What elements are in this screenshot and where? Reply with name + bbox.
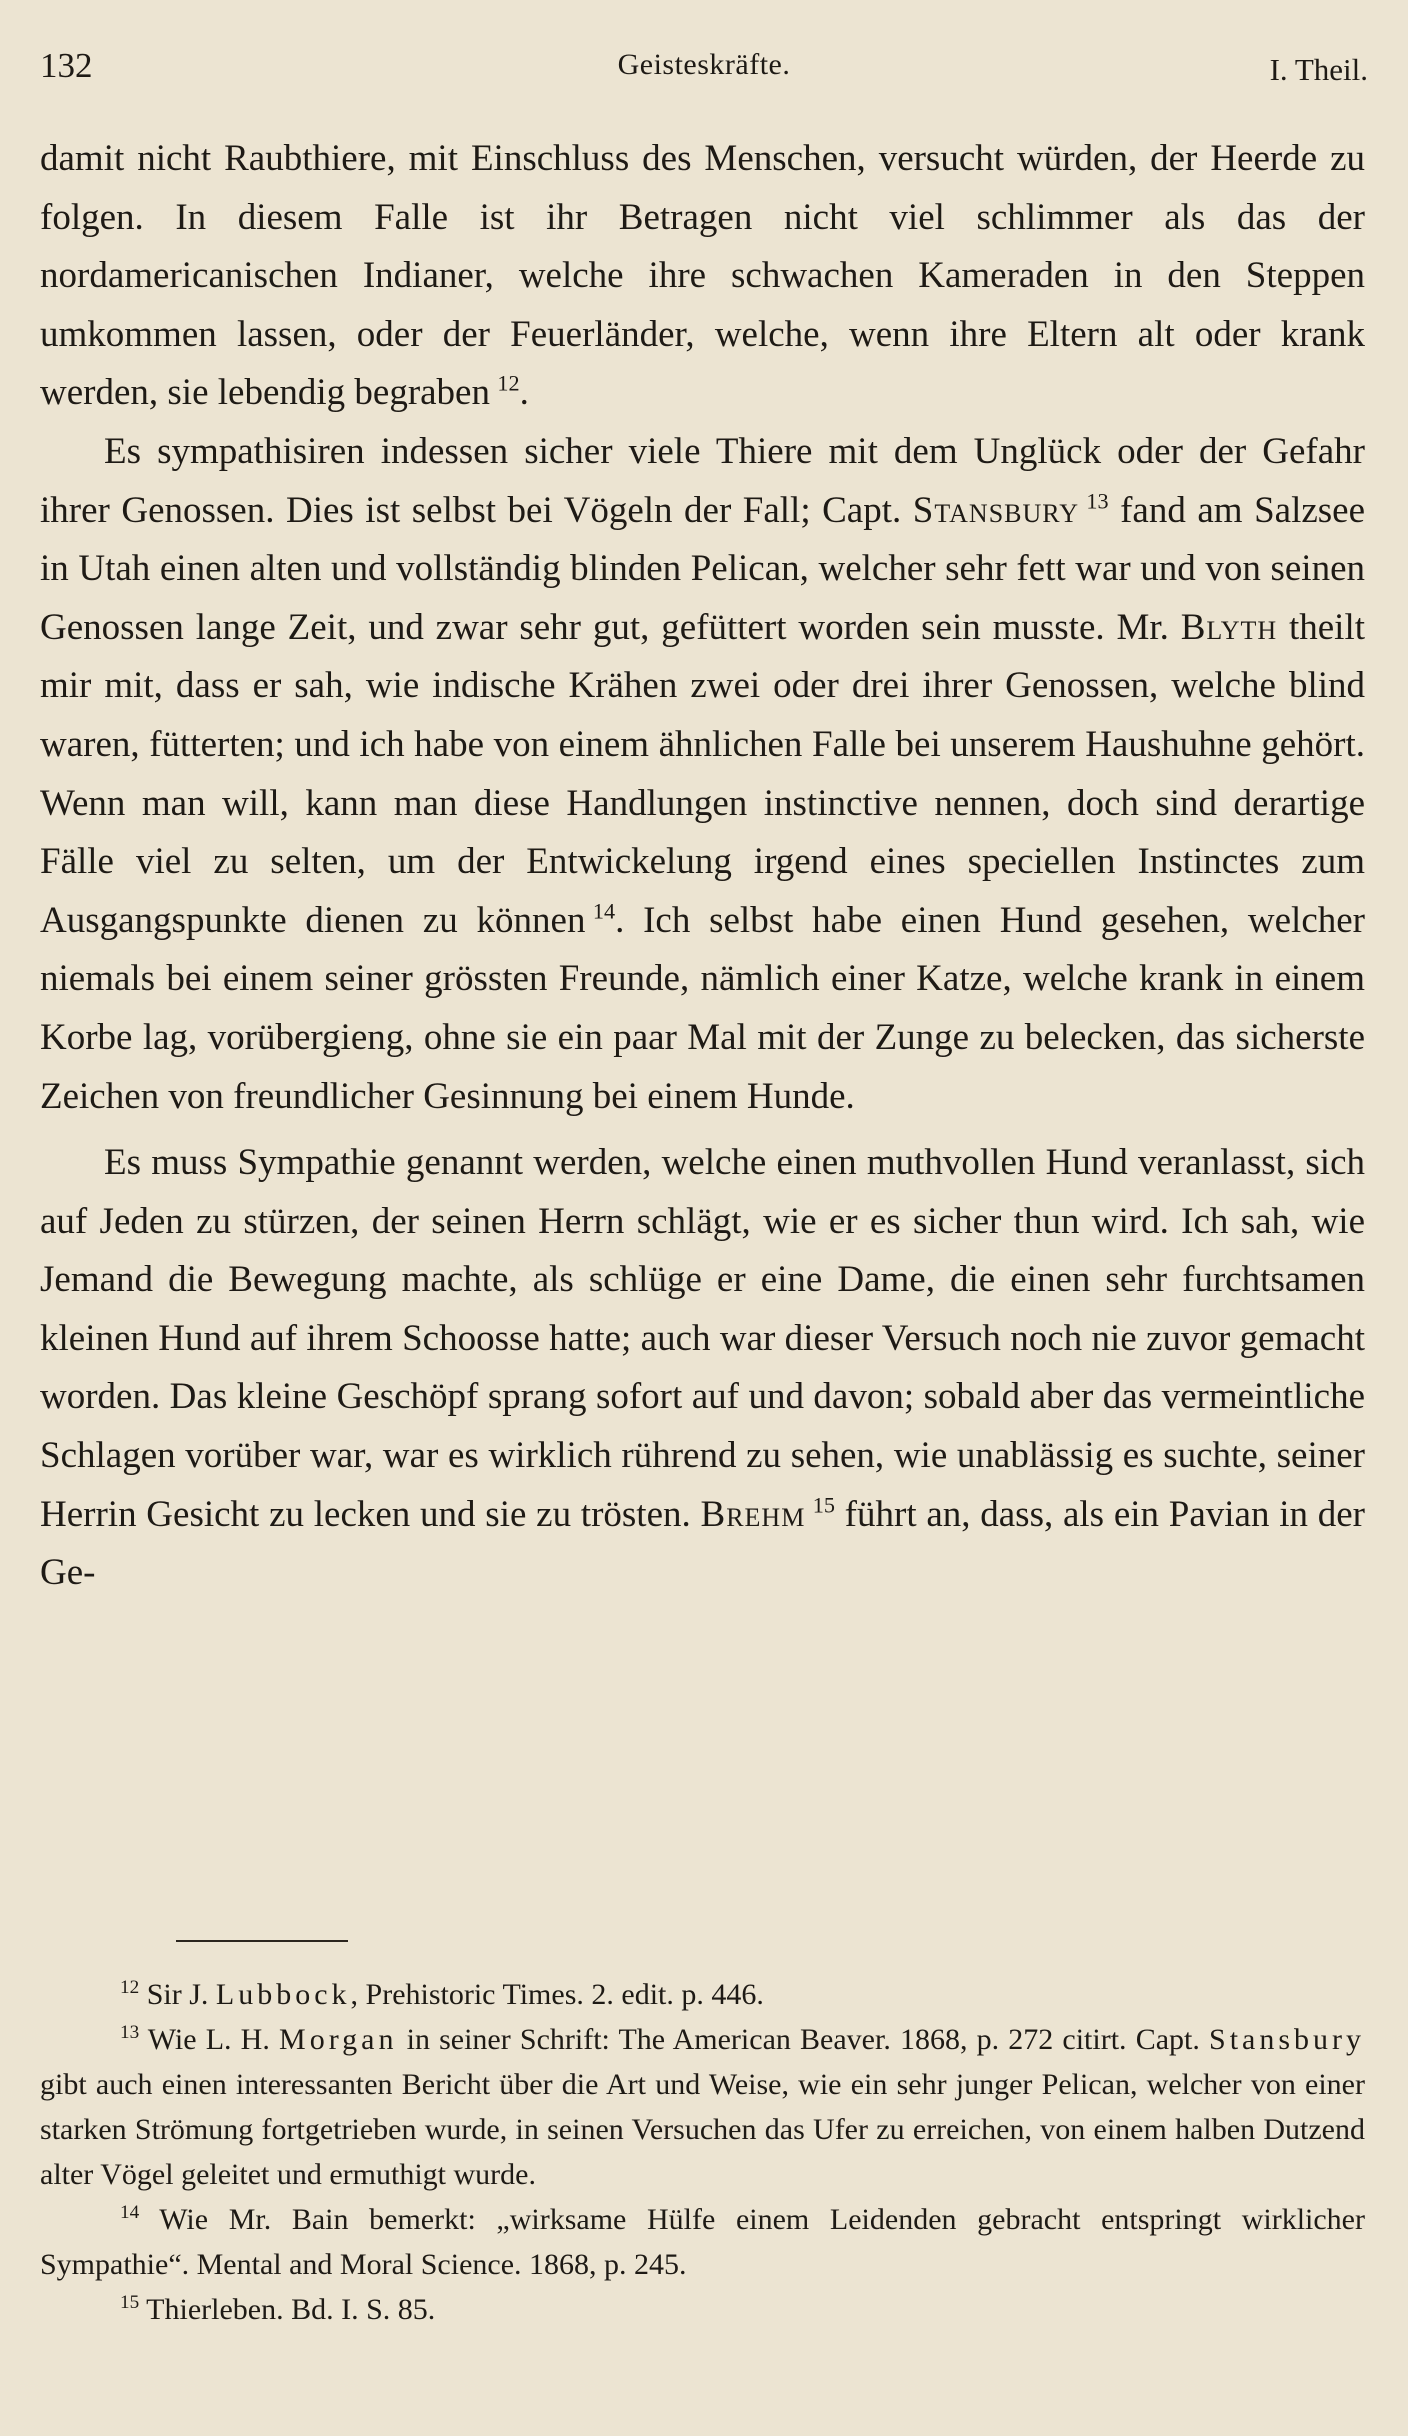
footnote-ref: 13 — [1086, 488, 1109, 514]
author-name: Stansbury — [912, 489, 1079, 531]
footnote-divider — [176, 1940, 348, 1942]
paragraph-text: Es muss Sympathie genannt werden, welche einen muthvollen Hund veranlasst, sich auf Jeden zu stürzen, der seinen Herrn schlägt, wie er es sicher thun wird. Ich sah, wie Jemand die Bewegung machte, als schlüge er eine Dame, die einen sehr furchtsamen kleinen Hund auf ihrem Schoosse hatte; auch war dieser Versuch noch nie zuvor gemacht worden. Das kleine Geschöpf sprang sofort auf und davon; sobald aber das vermeintliche Schlagen vorüber war, war es wirklich rührend zu sehen, wie unablässig es suchte, seiner Herrin Gesicht zu lecken und sie zu trösten. — [40, 1142, 1365, 1535]
footnote-number: 15 — [120, 2292, 140, 2313]
paragraph-end: . — [519, 372, 529, 414]
footnote-text: Wie L. H. — [147, 2023, 270, 2056]
paragraph-text: fand am Salzsee in Utah einen alten und vollständig blinden Pelican, welcher sehr fett war und von seinen Genossen lange Zeit, und zwar sehr gut, gefüttert worden sein musste. Mr. — [40, 489, 1366, 648]
footnote-ref: 12 — [497, 371, 520, 397]
spaced-name: Stansbury — [1209, 2023, 1366, 2056]
author-name: Blyth — [1180, 606, 1278, 648]
footnote-15 — [40, 2287, 1365, 2332]
footnote-14 — [40, 2197, 1365, 2287]
footnotes — [40, 1972, 1365, 2332]
footnote-number: 12 — [120, 1977, 140, 1998]
footnote-text: in seiner Schrift: The American Beaver. 1868, p. 272 citirt. Capt. — [406, 2023, 1200, 2056]
author-name: Brehm — [700, 1493, 806, 1535]
paragraph-2 — [40, 423, 1365, 1126]
page-number: 132 — [40, 46, 93, 85]
footnote-number: 13 — [120, 2022, 140, 2043]
footnote-12 — [40, 1972, 1365, 2017]
spaced-name: Lubbock — [215, 1978, 351, 2011]
footnote-text: gibt auch einen interessanten Bericht über die Art und Weise, wie ein sehr junger Pelican, welcher von einer starken Strömung fortgetrieben wurde, in seinen Versuchen das Ufer zu erreichen, von einem halben Dutzend alter Vögel geleitet und ermuthigt wurde. — [40, 2068, 1365, 2191]
paragraph-text: . Ich selbst habe einen Hund gesehen, welcher niemals bei einem seiner grössten Freunde, nämlich einer Katze, welche krank in einem Korbe lag, vorübergieng, ohne sie ein paar Mal mit der Zunge zu belecken, das sicherste Zeichen von freundlicher Gesinnung bei einem Hunde. — [40, 899, 1365, 1117]
footnote-text: Sir J. — [146, 1978, 209, 2011]
paragraph-text: führt an, dass, als ein Pavian in der Ge- — [40, 1493, 1365, 1594]
footnote-text: Thierleben. Bd. I. S. 85. — [146, 2293, 436, 2326]
paragraph-3 — [40, 1134, 1365, 1603]
footnote-text: , Prehistoric Times. 2. edit. p. 446. — [350, 1978, 764, 2011]
spaced-name: Morgan — [279, 2023, 398, 2056]
running-header — [40, 46, 1368, 102]
footnote-ref: 15 — [812, 1492, 835, 1518]
paragraph-1 — [40, 130, 1365, 423]
footnote-number: 14 — [120, 2202, 140, 2223]
running-title: Geisteskräfte. — [617, 48, 791, 81]
paragraph-text: damit nicht Raubthiere, mit Einschluss des Menschen, versucht würden, der Heerde zu folgen. In diesem Falle ist ihr Betragen nicht viel schlimmer als das der nordamericanischen Indianer, welche ihre schwachen Kameraden in den Steppen umkommen lassen, oder der Feuerländer, welche, wenn ihre Eltern alt oder krank werden, sie lebendig begraben — [40, 138, 1365, 414]
paragraph-text: theilt mir mit, dass er sah, wie indische Krähen zwei oder drei ihrer Genossen, welche blind waren, fütterten; und ich habe von einem ähnlichen Falle bei unserem Haushuhne gehört. Wenn man will, kann man diese Handlungen instinctive nennen, doch sind derartige Fälle viel zu selten, um der Entwickelung irgend eines speciellen Instinctes zum Ausgangspunkte dienen zu können — [40, 606, 1366, 941]
main-text — [40, 130, 1365, 1603]
paragraph-text: Es sympathisiren indessen sicher viele Thiere mit dem Unglück oder der Gefahr ihrer Genossen. Dies ist selbst bei Vögeln der Fall; Capt. — [40, 430, 1365, 531]
footnote-text: Wie Mr. Bain bemerkt: „wirksame Hülfe einem Leidenden gebracht entspringt wirklicher Sympathie“. Mental and Moral Science. 1868, p. 245. — [40, 2203, 1365, 2281]
footnote-13 — [40, 2017, 1365, 2197]
footnote-ref: 14 — [592, 898, 616, 924]
section-label: I. Theil. — [1269, 52, 1368, 87]
